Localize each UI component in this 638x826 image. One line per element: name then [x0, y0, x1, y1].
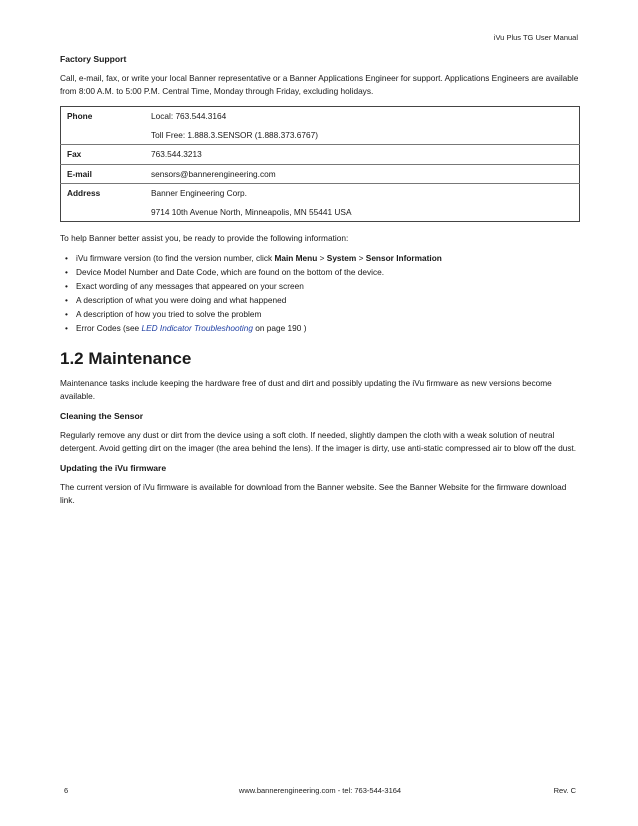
address-row	[61, 184, 580, 203]
cleaning-heading: Cleaning the Sensor	[60, 411, 144, 421]
list-item: • Device Model Number and Date Code, which are found on the bottom of the device.	[65, 267, 385, 277]
footer-contact: www.bannerengineering.com - tel: 763-544-3164	[238, 786, 402, 795]
page-content	[60, 54, 580, 515]
email-label: E-mail	[61, 164, 146, 184]
address-label: Address	[61, 184, 146, 203]
address-line1: Banner Engineering Corp.	[145, 184, 580, 203]
revision-label: Rev. C	[553, 786, 576, 795]
email-value[interactable]: sensors@bannerengineering.com	[145, 164, 580, 184]
list-item: • Error Codes (see LED Indicator Troubleshooting on page 190 )	[65, 323, 307, 333]
phone-tollfree: Toll Free: 1.888.3.SENSOR (1.888.373.6767)	[151, 129, 318, 140]
updating-heading: Updating the iVu firmware	[60, 463, 167, 473]
fax-row	[61, 145, 580, 165]
menu-path-sensor-information: Sensor Information	[365, 253, 442, 263]
phone-label: Phone	[67, 111, 93, 122]
bullet-icon: •	[65, 323, 68, 333]
bullet-icon: •	[65, 253, 68, 263]
menu-path-system: System	[326, 253, 357, 263]
email-row	[61, 164, 580, 184]
phone-local: Local: 763.544.3164	[151, 111, 227, 122]
page-number: 6	[64, 786, 69, 795]
maintenance-heading: 1.2 Maintenance	[60, 349, 192, 368]
support-info-list	[60, 251, 580, 335]
list-item: • A description of what you were doing and what happened	[65, 295, 287, 305]
updating-text: The current version of iVu firmware is available for download from the Banner website. See the Banner Website for the firmware download link.	[60, 482, 567, 505]
fax-label: Fax	[61, 145, 146, 165]
bullet-icon: •	[65, 281, 68, 291]
cleaning-text: Regularly remove any dust or dirt from the device using a soft cloth. If needed, slightly dampen the cloth with a weak solution of neutral detergent. Avoid getting dirt on the imager (the area behind the lens). If the imager is dirty, use anti-static compressed air to blow off the dust.	[60, 430, 577, 453]
menu-path-main-menu: Main Menu	[274, 253, 318, 263]
list-item: • iVu firmware version (to find the version number, click Main Menu > System > Sensor Information	[65, 253, 442, 263]
fax-value: 763.544.3213	[145, 145, 580, 165]
address-line2: 9714 10th Avenue North, Minneapolis, MN 55441 USA	[151, 206, 352, 217]
list-item: • Exact wording of any messages that appeared on your screen	[65, 281, 304, 291]
phone-tollfree-row	[61, 126, 580, 145]
factory-support-heading: Factory Support	[60, 54, 127, 64]
contact-table	[60, 106, 580, 222]
factory-support-intro: Call, e-mail, fax, or write your local Banner representative or a Banner Applications Engineer for support. Applications Engineers are available from 8:00 A.M. to 5:00 P.M. Central Time, Monday through Friday, excluding holidays.	[60, 73, 579, 96]
address-line2-row	[61, 203, 580, 222]
prepare-text: To help Banner better assist you, be ready to provide the following information:	[60, 233, 349, 243]
maintenance-intro: Maintenance tasks include keeping the hardware free of dust and dirt and possibly updating the iVu firmware as new versions become available.	[60, 378, 552, 401]
phone-row	[61, 107, 580, 126]
bullet-icon: •	[65, 295, 68, 305]
bullet-icon: •	[65, 309, 68, 319]
running-header: iVu Plus TG User Manual	[493, 33, 578, 42]
list-item: • A description of how you tried to solve the problem	[65, 309, 262, 319]
bullet-icon: •	[65, 267, 68, 277]
led-troubleshooting-link[interactable]: LED Indicator Troubleshooting	[141, 323, 253, 333]
